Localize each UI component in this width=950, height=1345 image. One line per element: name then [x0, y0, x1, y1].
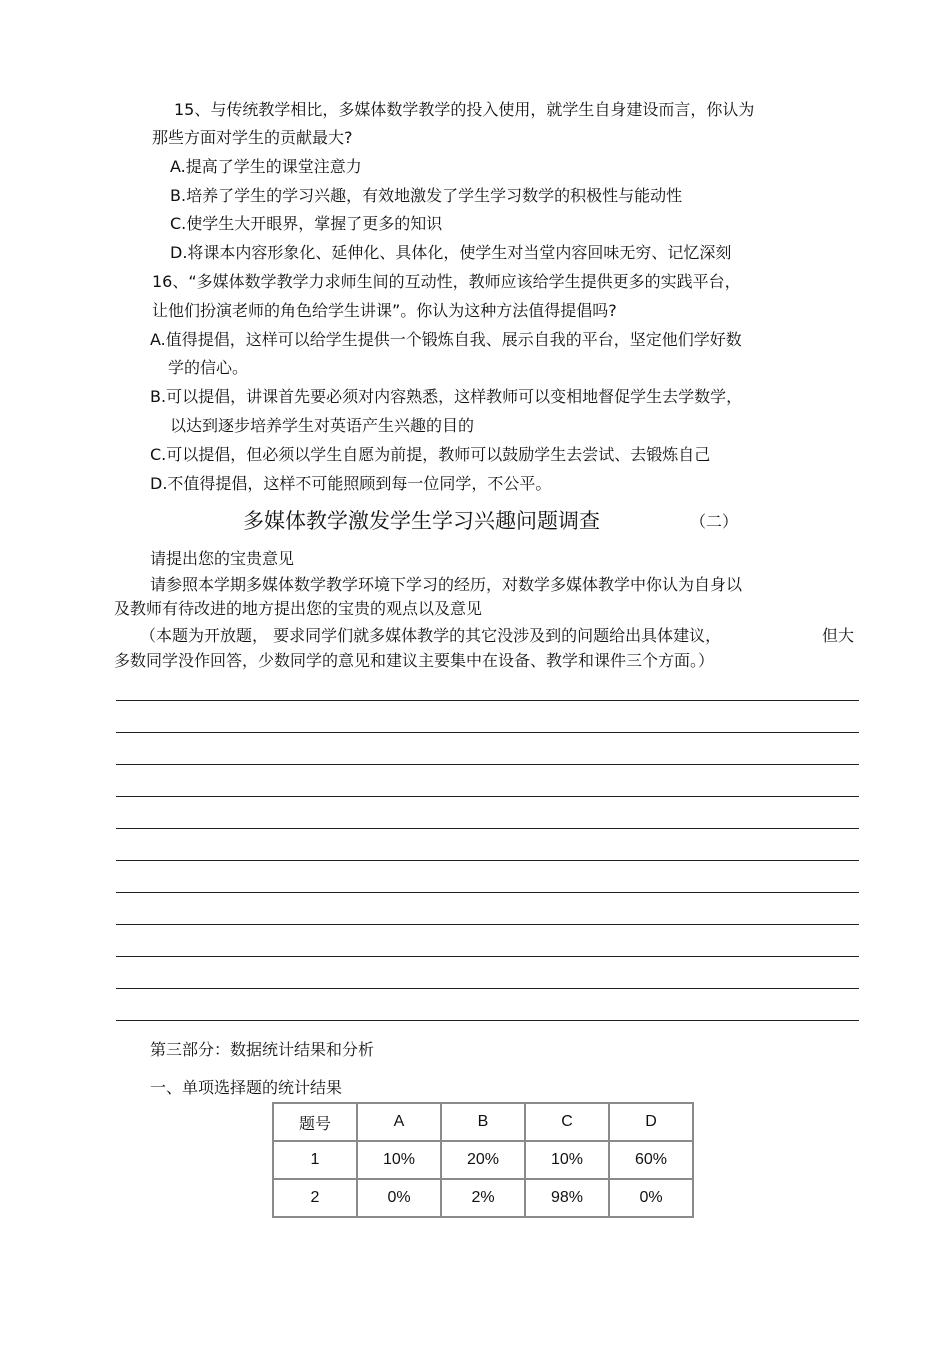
- table-cell: 98%: [525, 1179, 609, 1217]
- table-cell: 10%: [525, 1141, 609, 1179]
- part3-subheading: 一、单项选择题的统计结果: [150, 1078, 343, 1097]
- q15-stem-line2: 那些方面对学生的贡献最大?: [152, 128, 353, 147]
- q15-option-d: D.将课本内容形象化、延伸化、具体化，使学生对当堂内容回味无穷、记忆深刻: [170, 243, 732, 262]
- q16-option-a-line1: A.值得提倡，这样可以给学生提供一个锻炼自我、展示自我的平台，坚定他们学好数: [150, 330, 742, 349]
- answer-line: [116, 956, 859, 957]
- survey-desc-line2: 及教师有待改进的地方提出您的宝贵的观点以及意见: [114, 599, 483, 618]
- q15-stem-line1: 15、与传统教学相比，多媒体数学教学的投入使用，就学生自身建设而言，你认为: [174, 100, 755, 119]
- table-cell: 10%: [357, 1141, 441, 1179]
- survey-prompt: 请提出您的宝贵意见: [150, 549, 295, 568]
- q16-option-b-line2: 以达到逐步培养学生对英语产生兴趣的目的: [170, 416, 475, 435]
- table-row: [273, 1179, 693, 1217]
- answer-line: [116, 732, 859, 733]
- answer-line: [116, 1020, 859, 1021]
- q16-option-b-line1: B.可以提倡，讲课首先要必须对内容熟悉，这样教师可以变相地督促学生去学数学，: [150, 387, 743, 406]
- table-header-row: [273, 1103, 693, 1141]
- answer-line: [116, 892, 859, 893]
- table-cell: 60%: [609, 1141, 693, 1179]
- table-cell: 2%: [441, 1179, 525, 1217]
- q16-option-d: D.不值得提倡，这样不可能照顾到每一位同学，不公平。: [150, 474, 552, 493]
- table-header-cell: D: [609, 1103, 693, 1141]
- table-cell: 0%: [357, 1179, 441, 1217]
- table-cell: 20%: [441, 1141, 525, 1179]
- q16-option-c: C.可以提倡，但必须以学生自愿为前提，教师可以鼓励学生去尝试、去锻炼自己: [150, 445, 711, 464]
- answer-line: [116, 796, 859, 797]
- answer-line: [116, 764, 859, 765]
- survey-title: 多媒体教学激发学生学习兴趣问题调查: [243, 509, 600, 533]
- answer-line: [116, 700, 859, 701]
- table-row: [273, 1141, 693, 1179]
- table-cell: 1: [273, 1141, 357, 1179]
- answer-line: [116, 924, 859, 925]
- q15-option-c: C.使学生大开眼界，掌握了更多的知识: [170, 214, 443, 233]
- answer-line: [116, 988, 859, 989]
- survey-title-suffix: （二）: [690, 512, 739, 531]
- survey-note-line1-end: 但大: [822, 626, 855, 645]
- survey-desc-line1: 请参照本学期多媒体数学教学环境下学习的经历，对数学多媒体教学中你认为自身以: [150, 575, 743, 594]
- table-header-cell: 题号: [273, 1103, 357, 1141]
- answer-line: [116, 860, 859, 861]
- table-cell: 0%: [609, 1179, 693, 1217]
- q16-stem-line2: 让他们扮演老师的角色给学生讲课”。你认为这种方法值得提倡吗?: [152, 301, 617, 320]
- table-header-cell: C: [525, 1103, 609, 1141]
- q15-option-b: B.培养了学生的学习兴趣，有效地激发了学生学习数学的积极性与能动性: [170, 186, 683, 205]
- part3-heading: 第三部分：数据统计结果和分析: [150, 1040, 375, 1059]
- q16-stem-line1: 16、“多媒体数学教学力求师生间的互动性，教师应该给学生提供更多的实践平台，: [152, 272, 741, 291]
- survey-note-line1: （本题为开放题， 要求同学们就多媒体教学的其它没涉及到的问题给出具体建议，: [140, 626, 722, 645]
- table-header-cell: B: [441, 1103, 525, 1141]
- table-header-cell: A: [357, 1103, 441, 1141]
- q15-option-a: A.提高了学生的课堂注意力: [170, 157, 362, 176]
- stats-table: [272, 1102, 694, 1218]
- survey-note-line2: 多数同学没作回答，少数同学的意见和建议主要集中在设备、教学和课件三个方面。）: [114, 651, 715, 670]
- q16-option-a-line2: 学的信心。: [168, 358, 249, 377]
- table-cell: 2: [273, 1179, 357, 1217]
- answer-line: [116, 828, 859, 829]
